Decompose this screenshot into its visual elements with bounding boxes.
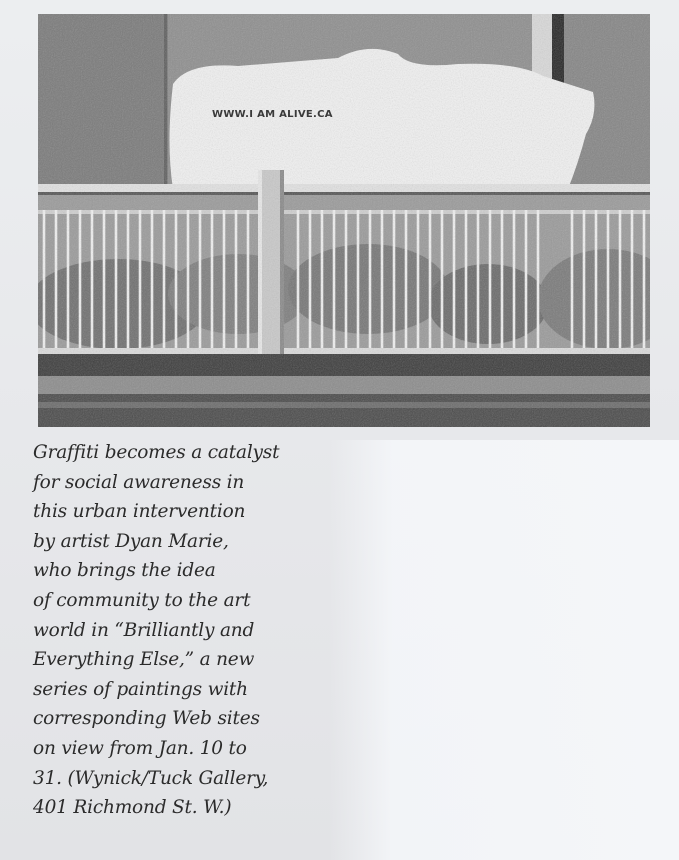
caption-line: by artist Dyan Marie, bbox=[33, 530, 229, 552]
caption-line: series of paintings with bbox=[33, 678, 248, 700]
caption-line: Graffiti becomes a catalyst bbox=[33, 442, 280, 463]
caption-line: world in “Brilliantly and bbox=[33, 619, 255, 641]
paper-shadow bbox=[329, 440, 679, 860]
caption-line: 31. (Wynick/Tuck Gallery, bbox=[33, 767, 269, 789]
caption-line: 401 Richmond St. W.) bbox=[33, 797, 232, 819]
newspaper-photo bbox=[38, 14, 650, 427]
caption-line: for social awareness in bbox=[33, 471, 245, 493]
caption-line: on view from Jan. 10 to bbox=[33, 737, 247, 759]
photo-caption bbox=[33, 438, 323, 823]
caption-line: corresponding Web sites bbox=[33, 708, 260, 730]
caption-line: Everything Else,” a new bbox=[33, 649, 255, 671]
graffiti-url-text: WWW.I AM ALIVE.CA bbox=[212, 109, 333, 120]
caption-line: this urban intervention bbox=[33, 501, 246, 523]
caption-line: who brings the idea bbox=[33, 560, 216, 582]
caption-line: of community to the art bbox=[33, 589, 251, 611]
